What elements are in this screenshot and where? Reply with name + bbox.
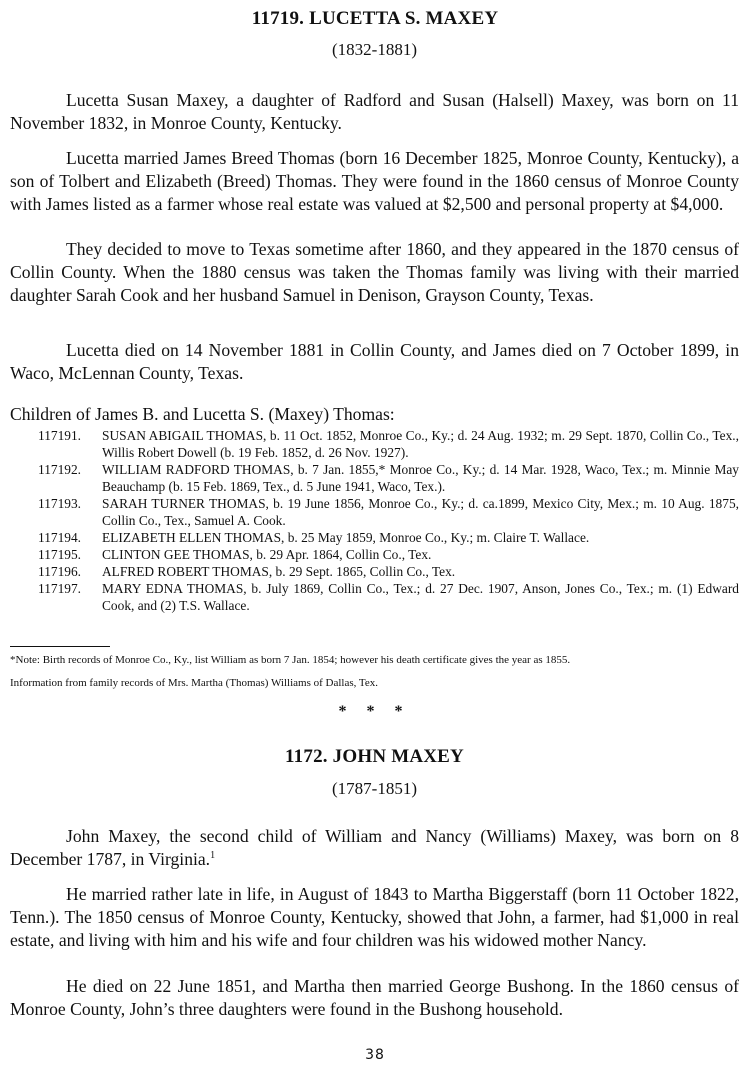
children-list xyxy=(10,427,739,614)
child-text: WILLIAM RADFORD THOMAS, b. 7 Jan. 1855,* Monroe Co., Ky.; d. 14 Mar. 1928, Waco, Tex.; m. Minnie May Beauchamp (b. 15 Feb. 1869, Tex., d. 5 June 1941, Waco, Tex.). xyxy=(102,462,739,494)
paragraph: Lucetta Susan Maxey, a daughter of Radford and Susan (Halsell) Maxey, was born on 11 November 1832, in Monroe County, Kentucky. xyxy=(10,90,739,133)
paragraph: He died on 22 June 1851, and Martha then married George Bushong. In the 1860 census of Monroe County, John’s three daughters were found in the Bushong household. xyxy=(10,976,739,1019)
list-item xyxy=(10,427,739,461)
footnote-rule xyxy=(10,646,110,647)
child-number: 117195. xyxy=(38,547,82,562)
child-number: 117197. xyxy=(38,581,82,596)
child-number: 117193. xyxy=(38,496,82,511)
footnote-marker: 1 xyxy=(210,850,216,862)
child-number: 117192. xyxy=(38,462,82,477)
list-item xyxy=(10,461,739,495)
child-text: SUSAN ABIGAIL THOMAS, b. 11 Oct. 1852, Monroe Co., Ky.; d. 24 Aug. 1932; m. 29 Sept. 1870, Collin Co., Tex., Willis Robert Dowell (b. 19 Feb. 1852, d. 26 Nov. 1927). xyxy=(102,428,739,460)
paragraph-text: John Maxey, the second child of William and Nancy (Williams) Maxey, was born on 8 December 1787, in Virginia. xyxy=(10,826,739,869)
child-text: ELIZABETH ELLEN THOMAS, b. 25 May 1859, Monroe Co., Ky.; m. Claire T. Wallace. xyxy=(102,530,590,545)
footnote-note: *Note: Birth records of Monroe Co., Ky., list William as born 7 Jan. 1854; however his death certificate gives the year as 1855. xyxy=(10,654,571,666)
section-dates-john: (1787-1851) xyxy=(332,779,417,798)
list-item xyxy=(10,546,739,563)
child-number: 117194. xyxy=(38,530,82,545)
child-number: 117191. xyxy=(38,428,82,443)
paragraph: Lucetta married James Breed Thomas (born 16 December 1825, Monroe County, Kentucky), a son of Tolbert and Elizabeth (Breed) Thomas. They were found in the 1860 census of Monroe County with James listed as a farmer whose real estate was valued at $2,500 and personal property at $4,000. xyxy=(10,148,739,214)
section-dates-lucetta: (1832-1881) xyxy=(332,40,417,59)
list-item xyxy=(10,580,739,614)
section-title-john: 1172. JOHN MAXEY xyxy=(285,746,464,767)
list-item xyxy=(10,529,739,546)
source-note: Information from family records of Mrs. Martha (Thomas) Williams of Dallas, Tex. xyxy=(10,677,379,689)
child-text: CLINTON GEE THOMAS, b. 29 Apr. 1864, Collin Co., Tex. xyxy=(102,547,432,562)
paragraph: Lucetta died on 14 November 1881 in Collin County, and James died on 7 October 1899, in Waco, McLennan County, Texas. xyxy=(10,340,739,383)
list-item xyxy=(10,563,739,580)
page-number: 38 xyxy=(365,1047,385,1063)
section-separator: * * * xyxy=(338,703,411,720)
child-text: ALFRED ROBERT THOMAS, b. 29 Sept. 1865, Collin Co., Tex. xyxy=(102,564,456,579)
child-text: MARY EDNA THOMAS, b. July 1869, Collin Co., Tex.; d. 27 Dec. 1907, Anson, Jones Co., Tex.; m. (1) Edward Cook, and (2) T.S. Wallace. xyxy=(102,581,739,613)
child-text: SARAH TURNER THOMAS, b. 19 June 1856, Monroe Co., Ky.; d. ca.1899, Mexico City, Mex.; m. 10 Aug. 1875, Collin Co., Tex., Samuel A. Cook. xyxy=(102,496,739,528)
section-title-lucetta: 11719. LUCETTA S. MAXEY xyxy=(251,8,499,29)
list-item xyxy=(10,495,739,529)
children-heading: Children of James B. and Lucetta S. (Maxey) Thomas: xyxy=(10,404,395,424)
paragraph xyxy=(10,825,739,871)
footnote-block xyxy=(10,646,739,690)
child-number: 117196. xyxy=(38,564,82,579)
paragraph: He married rather late in life, in August of 1843 to Martha Biggerstaff (born 11 October 1822, Tenn.). The 1850 census of Monroe County, Kentucky, showed that John, a farmer, had $1,000 in real estate, and living with him and his wife and four children was his widowed mother Nancy. xyxy=(10,884,739,950)
paragraph: They decided to move to Texas sometime after 1860, and they appeared in the 1870 census of Collin County. When the 1880 census was taken the Thomas family was living with their married daughter Sarah Cook and her husband Samuel in Denison, Grayson County, Texas. xyxy=(10,239,739,305)
